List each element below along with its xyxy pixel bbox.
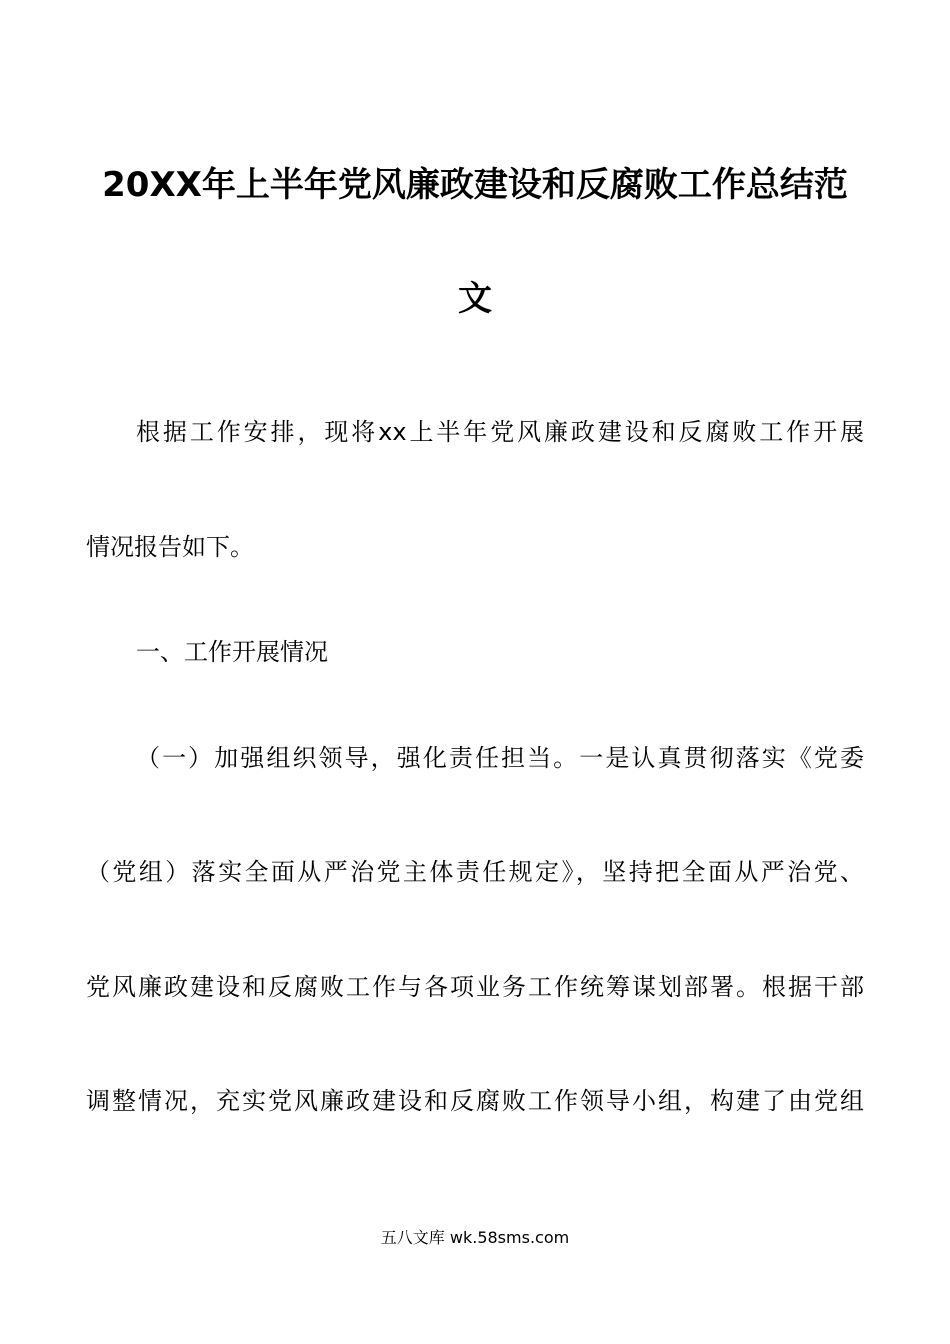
section-heading: 一、工作开展情况 — [136, 638, 328, 666]
intro-paragraph-line-2: 情况报告如下。 — [86, 533, 254, 561]
document-title-line-1: 20XX年上半年党风廉政建设和反腐败工作总结范 — [102, 165, 848, 205]
intro-paragraph-line-1: 根据工作安排，现将xx上半年党风廉政建设和反腐败工作开展 — [136, 418, 864, 446]
subsection-paragraph-line-4: 调整情况，充实党风廉政建设和反腐败工作领导小组，构建了由党组 — [86, 1087, 864, 1115]
subsection-paragraph-line-1: （一）加强组织领导，强化责任担当。一是认真贯彻落实《党委 — [136, 744, 864, 772]
subsection-paragraph-line-3: 党风廉政建设和反腐败工作与各项业务工作统筹谋划部署。根据干部 — [86, 973, 864, 1001]
footer-watermark: 五八文库 wk.58sms.com — [380, 1228, 570, 1247]
subsection-paragraph-line-2: （党组）落实全面从严治党主体责任规定》，坚持把全面从严治党、 — [86, 858, 864, 886]
document-title-line-2: 文 — [458, 279, 492, 319]
